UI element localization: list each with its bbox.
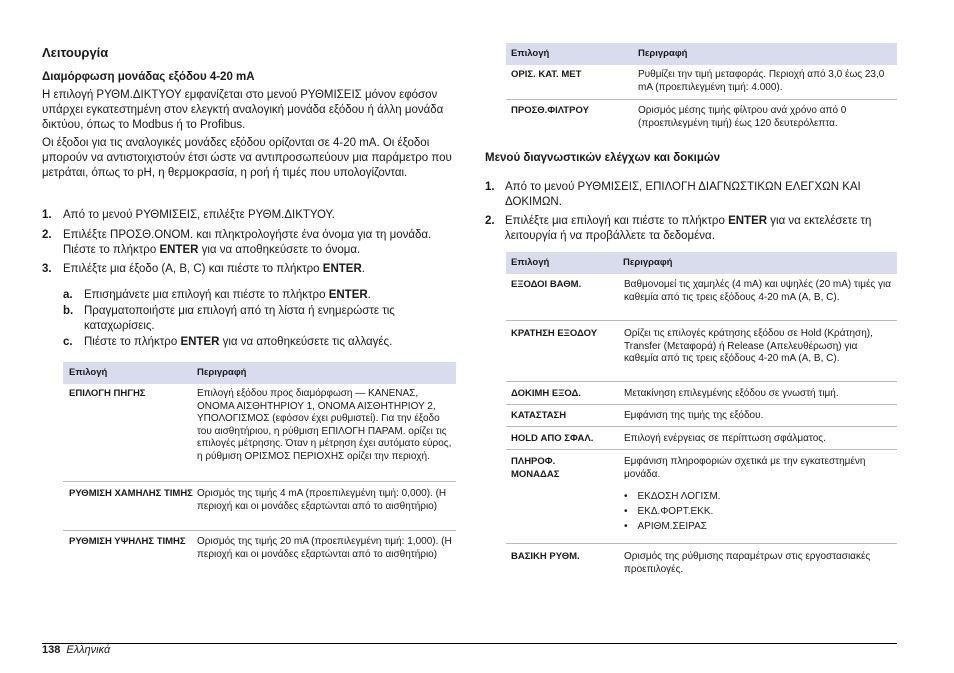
- table1-row-description: Ορισμός της τιμής 20 mA (προεπιλεγμένη τιμή: 1,000). (Η περιοχή και οι μονάδες εξαρτώνται από το αισθητήριο): [197, 536, 452, 560]
- row-divider: [63, 481, 456, 482]
- table2-header: Επιλογή Περιγραφή: [506, 43, 897, 65]
- table2-row-description: Ορισμός μέσης τιμής φίλτρου ανά χρόνο από 0 (προεπιλεγμένη τιμή) έως 120 δευτερόλεπτα.: [638, 105, 847, 129]
- row-divider: [506, 426, 897, 427]
- row-divider: [506, 449, 897, 450]
- row-divider: [506, 543, 897, 544]
- table3-row-description: Ορίζει τις επιλογές κράτησης εξόδου σε Hold (Κράτηση), Transfer (Μεταφορά) ή Release (Απελευθέρωση) για καθεμία από τις τρεις εξόδους 4-20 mA (A, B, C).: [624, 328, 873, 364]
- table3-row-option: ΕΞΟΔΟΙ ΒΑΘΜ.: [511, 279, 582, 290]
- page-number: 138: [42, 644, 61, 656]
- table3-row-description: Βαθμονομεί τις χαμηλές (4 mA) και υψηλές (20 mA) τιμές για καθεμία από τις τρεις εξόδους 4-20 mA (A, B, C).: [624, 279, 892, 303]
- diag-step-1: 1. Από το μενού ΡΥΘΜΙΣΕΙΣ, ΕΠΙΛΟΓΗ ΔΙΑΓΝΩΣΤΙΚΩΝ ΕΛΕΓΧΩΝ ΚΑΙ ΔΟΚΙΜΩΝ.: [485, 181, 861, 208]
- step-number: 1.: [42, 209, 52, 221]
- row-divider: [506, 404, 897, 405]
- table3-row-description: Μετακίνηση επιλεγμένης εξόδου σε γνωστή τιμή.: [624, 388, 839, 399]
- intro-paragraph-1: Η επιλογή ΡΥΘΜ.ΔΙΚΤΥΟΥ εμφανίζεται στο μενού ΡΥΘΜΙΣΕΙΣ μόνον εφόσον υπάρχει εγκατεστημένη στον ελεγκτή αναλογική μονάδα εξόδου ή άλλη μονάδα δικτύου, όπως το Modbus ή το Profibus.: [42, 89, 444, 131]
- step-number: 3.: [42, 263, 52, 275]
- table3-row-description: Εμφάνιση της τιμής της εξόδου.: [624, 410, 764, 421]
- subsection-title: Διαμόρφωση μονάδας εξόδου 4-20 mA: [42, 71, 255, 83]
- step-1: 1. Από το μενού ΡΥΘΜΙΣΕΙΣ, επιλέξτε ΡΥΘΜ.ΔΙΚΤΥΟΥ.: [42, 209, 335, 221]
- table3-row-option: ΔΟΚΙΜΗ ΕΞΟΔ.: [511, 388, 581, 399]
- table1-row-option: ΕΠΙΛΟΓΗ ΠΗΓΗΣ: [69, 388, 146, 399]
- table3-row-description: Εμφάνιση πληροφοριών σχετικά με την εγκατεστημένη μονάδα.: [624, 456, 866, 480]
- row-divider: [506, 381, 897, 382]
- step-2: 2. Επιλέξτε ΠΡΟΣΘ.ΟΝΟΜ. και πληκτρολογήστε ένα όνομα για τη μονάδα. Πιέστε το πλήκτρο ENTER για να αποθηκεύσετε το όνομα.: [42, 229, 432, 256]
- table1-row-description: Επιλογή εξόδου προς διαμόρφωση — ΚΑΝΕΝΑΣ, ΟΝΟΜΑ ΑΙΣΘΗΤΗΡΙΟΥ 1, ΟΝΟΜΑ ΑΙΣΘΗΤΗΡΙΟΥ 2, ΥΠΟΛΟΓΙΣΜΟΣ (εφόσον έχει ρυθμιστεί). Για την έξοδο του αισθητήριου, η ρύθμιση ΕΠΙΛΟΓΗ ΠΑΡΑΜ. ορίζει τις επιλογές μέτρησης. Όταν η μέτρηση έχει αυτόματο εύρος, η ρύθμιση ΟΡΙΣΜΟΣ ΠΕΡΙΟΧΗΣ ορίζει την περιοχή.: [197, 388, 452, 462]
- footer-language: Ελληνικά: [66, 644, 111, 656]
- step-number: 2.: [42, 229, 52, 241]
- page-footer: [42, 644, 110, 656]
- substep-a: a. Επισημάνετε μια επιλογή και πιέστε το πλήκτρο ENTER.: [63, 289, 371, 301]
- table3-row-description: Επιλογή ενέργειας σε περίπτωση σφάλματος.: [624, 433, 826, 444]
- intro-paragraph-2: Οι έξοδοι για τις αναλογικές μονάδες εξόδου ορίζονται σε 4-20 mA. Οι έξοδοι μπορούν να αντιστοιχιστούν έτσι ώστε να αντιπροσωπεύουν μια παράμετρο που μετράται, όπως το pH, η θερμοκρασία, η ροή ή τιμές που υπολογίζονται.: [42, 137, 452, 179]
- table2-row-option: ΠΡΟΣΘ.ΦΙΛΤΡΟΥ: [511, 105, 589, 116]
- table3-row-option: ΒΑΣΙΚΗ ΡΥΘΜ.: [511, 551, 580, 562]
- footer-divider: [42, 643, 897, 644]
- step-3: 3. Επιλέξτε μια έξοδο (A, B, C) και πιέστε το πλήκτρο ENTER.: [42, 263, 365, 275]
- table3-header: Επιλογή Περιγραφή: [506, 252, 897, 274]
- module-info-bullet: • ΑΡΙΘΜ.ΣΕΙΡΑΣ: [624, 521, 707, 532]
- diag-step-2: 2. Επιλέξτε μια επιλογή και πιέστε το πλήκτρο ENTER για να εκτελέσετε τη λειτουργία ή να προβάλλετε τα δεδομένα.: [485, 215, 872, 242]
- row-divider: [506, 320, 897, 321]
- row-divider: [63, 530, 456, 531]
- table1-row-option: ΡΥΘΜΙΣΗ ΥΨΗΛΗΣ ΤΙΜΗΣ: [69, 536, 186, 547]
- substep-b: b. Πραγματοποιήστε μια επιλογή από τη λίστα ή ενημερώστε τις καταχωρίσεις.: [63, 305, 395, 332]
- row-divider: [506, 99, 897, 100]
- module-info-bullet: • ΕΚΔΟΣΗ ΛΟΓΙΣΜ.: [624, 491, 721, 502]
- diagnostics-title: Μενού διαγνωστικών ελέγχων και δοκιμών: [485, 152, 720, 164]
- table3-row-description: Ορισμός της ρύθμισης παραμέτρων στις εργοστασιακές προεπιλογές.: [624, 551, 871, 575]
- table1-row-description: Ορισμός της τιμής 4 mA (προεπιλεγμένη τιμή: 0,000). (Η περιοχή και οι μονάδες εξαρτώνται από το αισθητήριο): [197, 488, 447, 512]
- table2-row-option: ΟΡΙΣ. ΚΑΤ. ΜΕΤ: [511, 69, 582, 80]
- table1-header: Επιλογή Περιγραφή: [63, 362, 456, 384]
- table3-row-option: HOLD ΑΠΟ ΣΦΑΛ.: [511, 433, 594, 444]
- table3-row-option: ΚΡΑΤΗΣΗ ΕΞΟΔΟΥ: [511, 328, 598, 339]
- table3-row-option: ΚΑΤΑΣΤΑΣΗ: [511, 410, 567, 421]
- module-info-bullet: • ΕΚΔ.ΦΟΡΤ.ΕΚΚ.: [624, 506, 714, 517]
- section-title: Λειτουργία: [42, 45, 109, 60]
- table2-row-description: Ρυθμίζει την τιμή μεταφοράς. Περιοχή από 3,0 έως 23,0 mA (προεπιλεγμένη τιμή: 4.000).: [638, 69, 885, 93]
- substep-c: c. Πιέστε το πλήκτρο ENTER για να αποθηκεύσετε τις αλλαγές.: [63, 336, 393, 348]
- table3-row-option: ΠΛΗΡΟΦ. ΜΟΝΑΔΑΣ: [511, 456, 560, 480]
- table1-row-option: ΡΥΘΜΙΣΗ ΧΑΜΗΛΗΣ ΤΙΜΗΣ: [69, 488, 193, 499]
